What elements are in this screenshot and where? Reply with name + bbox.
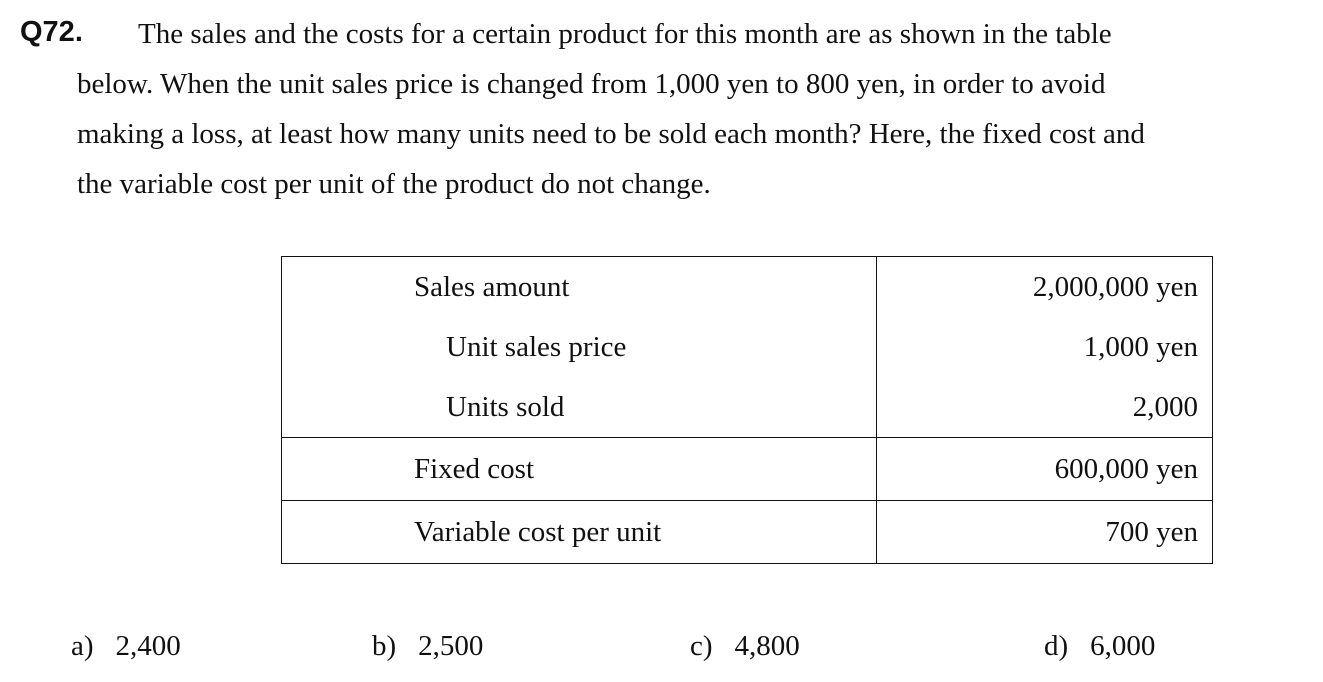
question-line: the variable cost per unit of the product do not change. [77, 168, 711, 200]
value-text: 2,000,000 yen [1032, 271, 1198, 303]
choice-a[interactable] [71, 626, 181, 666]
table-cell-label: Fixed cost [282, 438, 877, 501]
table-cell-label: Unit sales price [282, 317, 877, 377]
table-row [282, 501, 1213, 564]
choice-value: 4,800 [734, 630, 800, 662]
choice-letter: d) [1044, 630, 1069, 662]
value-text: 2,000 [1132, 391, 1198, 423]
table-row [282, 257, 1213, 318]
cost-table [281, 256, 1213, 564]
choice-c[interactable] [690, 626, 800, 666]
question-line: making a loss, at least how many units need to be sold each month? Here, the fixed cost and [77, 118, 1145, 150]
table-row [282, 317, 1213, 377]
choice-value: 6,000 [1090, 630, 1156, 662]
value-text: 1,000 yen [1083, 331, 1198, 363]
choice-letter: b) [372, 630, 397, 662]
table-row [282, 377, 1213, 438]
choice-value: 2,500 [418, 630, 484, 662]
table-cell-value [877, 317, 1213, 377]
choice-value: 2,400 [115, 630, 181, 662]
value-text: 600,000 yen [1054, 453, 1198, 485]
table-cell-value [877, 501, 1213, 564]
question-line: below. When the unit sales price is changed from 1,000 yen to 800 yen, in order to avoid [77, 68, 1106, 100]
table-cell-value [877, 377, 1213, 438]
table-cell-value [877, 257, 1213, 318]
value-text: 700 yen [1105, 516, 1198, 548]
question-line: The sales and the costs for a certain product for this month are as shown in the table [138, 18, 1112, 50]
table-row [282, 438, 1213, 501]
question-number: Q72. [20, 16, 83, 48]
table-cell-label: Units sold [282, 377, 877, 438]
choice-b[interactable] [372, 626, 483, 666]
table-cell-value [877, 438, 1213, 501]
choice-letter: c) [690, 630, 713, 662]
table-cell-label: Variable cost per unit [282, 501, 877, 564]
choice-d[interactable] [1044, 626, 1155, 666]
table-cell-label: Sales amount [282, 257, 877, 318]
choice-letter: a) [71, 630, 94, 662]
